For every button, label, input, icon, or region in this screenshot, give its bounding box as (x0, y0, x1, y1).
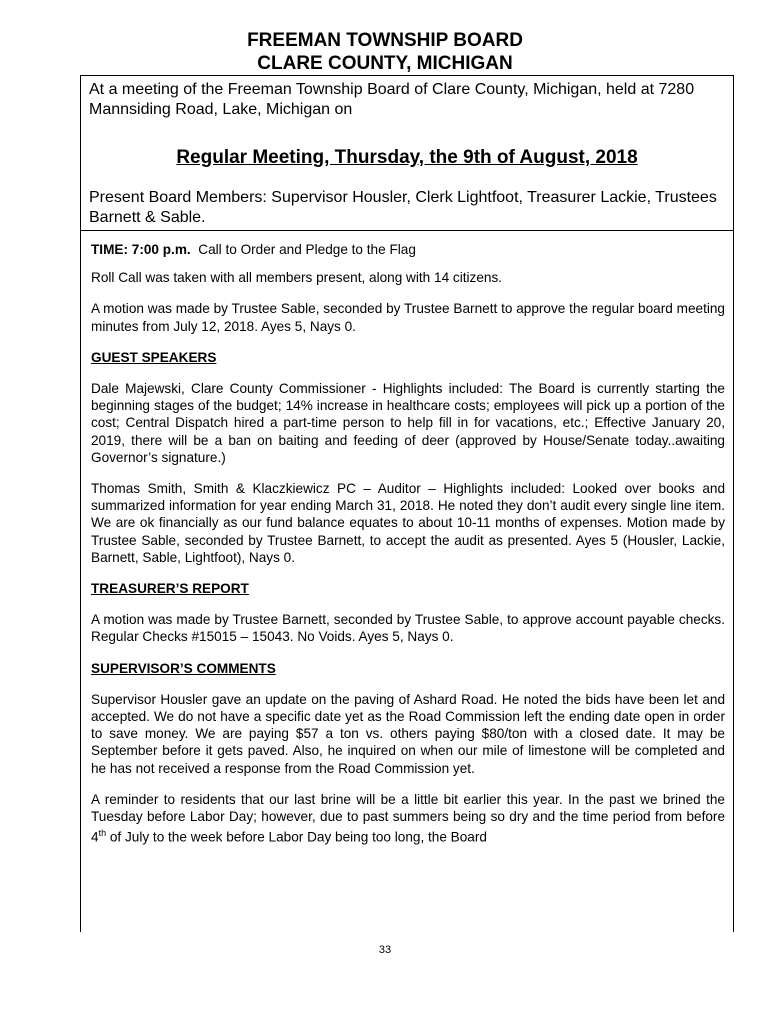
meeting-intro: At a meeting of the Freeman Township Board of Clare County, Michigan, held at 7280 Mannsiding Road, Lake, Michigan on (89, 81, 695, 118)
treasurer-text: A motion was made by Trustee Barnett, seconded by Trustee Sable, to approve account payable checks. Regular Checks #15015 – 15043. No Voids. Ayes 5, Nays 0. (91, 612, 725, 645)
time-label: TIME: 7:00 p.m. (91, 242, 191, 257)
document-title: FREEMAN TOWNSHIP BOARD (247, 30, 523, 51)
minutes-body (91, 241, 725, 860)
minutes-motion: A motion was made by Trustee Sable, seconded by Trustee Barnett to approve the regular board meeting minutes from July 12, 2018. Ayes 5, Nays 0. (91, 301, 725, 334)
document-subtitle: CLARE COUNTY, MICHIGAN (257, 53, 513, 74)
supervisor-text: Supervisor Housler gave an update on the paving of Ashard Road. He noted the bids have been let and accepted. We do not have a specific date yet as the Road Commission left the ending date open in order to save money. We are paying $57 a ton vs. others paying $80/ton with a closed date. It may be September before it gets paved. Also, he inquired on when our mile of limestone will be completed and he has not received a response from the Road Commission yet. (91, 691, 725, 776)
time-line (91, 241, 725, 258)
reminder-superscript: th (98, 828, 107, 839)
present-members: Present Board Members: Supervisor Housler, Clerk Lightfoot, Treasurer Lackie, Trustees Barnett & Sable. (89, 189, 717, 226)
page-number: 33 (378, 944, 392, 956)
minutes-frame (80, 75, 734, 932)
supervisor-heading: SUPERVISOR’S COMMENTS (91, 660, 276, 676)
roll-call: Roll Call was taken with all members present, along with 14 citizens. (91, 270, 503, 286)
reminder-part-1: A reminder to residents that our last brine will be a little bit earlier this year. In the past we brined the Tuesday before Labor Day; however, due to past summers being so dry and the time period from before 4 (91, 791, 725, 845)
reminder-part-2: of July to the week before Labor Day being too long, the Board (106, 829, 487, 845)
guest-speaker-2: Thomas Smith, Smith & Klaczkiewicz PC – Auditor – Highlights included: Looked over books and summarized information for year ending March 31, 2018. He noted they don’t audit every single line item. We are ok financially as our fund balance equates to about 10-11 months of expenses. Motion made by Trustee Sable, seconded by Trustee Barnett, to accept the audit as presented. Ayes 5 (Housler, Lackie, Barnett, Sable, Lightfoot), Nays 0. (91, 481, 725, 565)
time-text: Call to Order and Pledge to the Flag (198, 242, 416, 257)
guest-speaker-1: Dale Majewski, Clare County Commissioner - Highlights included: The Board is currently starting the beginning stages of the budget; 14% increase in healthcare costs; employees will pick up a portion of the cost; Central Dispatch hired a part-time person to help fill in for vacations, etc.; Effective January 20, 2019, there will be a ban on baiting and feeding of deer (approved by House/Senate today..awaiting Governor’s signature.) (91, 381, 725, 465)
meeting-header-box (81, 76, 733, 231)
guest-speakers-heading: GUEST SPEAKERS (91, 349, 217, 365)
reminder-text (91, 791, 725, 846)
treasurer-heading: TREASURER’S REPORT (91, 581, 249, 597)
meeting-heading: Regular Meeting, Thursday, the 9th of August, 2018 (176, 147, 638, 168)
